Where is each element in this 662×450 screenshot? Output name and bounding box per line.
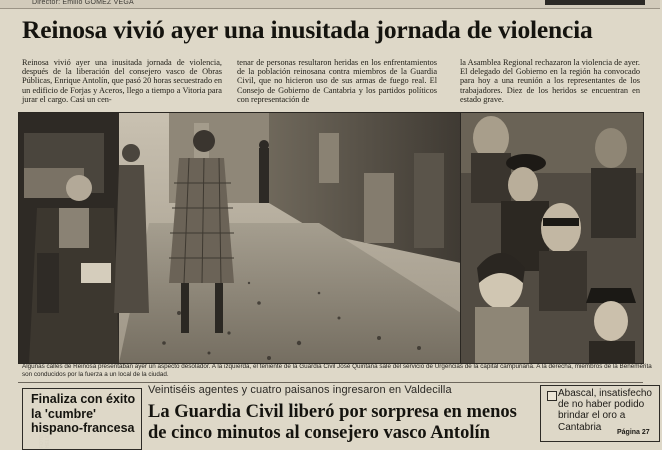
lead-column-2: tenar de personas resultaron heridas en los enfrentamientos de la población reinosana contra miembros de la Guardia Civil, que no hicieron uso de sus armas de fuego real. El Consejo de Gobierno de Cantabria y los partidos políticos con representación de — [237, 58, 437, 104]
abascal-teaser-text: Abascal, insatisfecho de no haber podido brindar el oro a Cantabria — [558, 388, 652, 433]
checkbox-icon — [547, 391, 557, 401]
lead-text — [22, 58, 642, 114]
summit-teaser-box[interactable] — [22, 388, 142, 450]
abascal-teaser-box[interactable] — [540, 385, 660, 442]
photo-credit: FOTO: HELIO — [39, 433, 51, 449]
lead-column-1: Reinosa vivió ayer una inusitada jornada de violencia, después de la liberación del consejero vasco de Obras Públicas, Enrique Antolín, que pasó 20 horas secuestrado en un edificio de Forjas y Aceros, llego a tiempo a Vitoria para jurar el cargo. Casi un cen- — [22, 58, 223, 104]
guardia-civil-photo — [460, 112, 644, 364]
page-reference: Página 27 — [617, 429, 650, 436]
street-scene-illustration — [19, 113, 461, 363]
woman-foreground — [475, 253, 529, 363]
section-divider — [18, 382, 643, 383]
masthead-strip — [0, 0, 660, 9]
lead-column-3: la Asamblea Regional rechazaron la violencia de ayer. El delegado del Gobierno en la región ha convocado para hoy a una reunión a los representantes de los trabajadores. Diez de los heridos se encuentran en estado grave. — [460, 58, 640, 104]
crowd-illustration — [461, 113, 643, 363]
distant-pedestrian — [259, 148, 269, 203]
crowd-face-top — [471, 116, 511, 203]
secondary-kicker: Veintiséis agentes y cuatro paisanos ingresaron en Valdecilla — [148, 384, 452, 396]
director-label: Director: Emilio GÓMEZ VEGA — [32, 0, 134, 6]
secondary-headline[interactable]: La Guardia Civil liberó por sorpresa en menos de cinco minutos al consejero vasco Antolín — [148, 402, 517, 443]
summit-teaser-title: Finaliza con éxito la 'cumbre' hispano-francesa — [31, 392, 136, 435]
main-headline: Reinosa vivió ayer una inusitada jornada de violencia — [22, 15, 593, 44]
bystander-figure — [114, 144, 149, 313]
masthead-rule — [545, 0, 645, 5]
photo-caption: Algunas calles de Reinosa presentaban ayer un aspecto desolador. A la izquierda, el teniente de la Guardia Civil José Quintana sale del servicio de Urgencias de la capital campuriana. A la derecha, miembros de la Benemérita son conducidos por la fuerza a un local de la ciudad. — [22, 363, 652, 378]
